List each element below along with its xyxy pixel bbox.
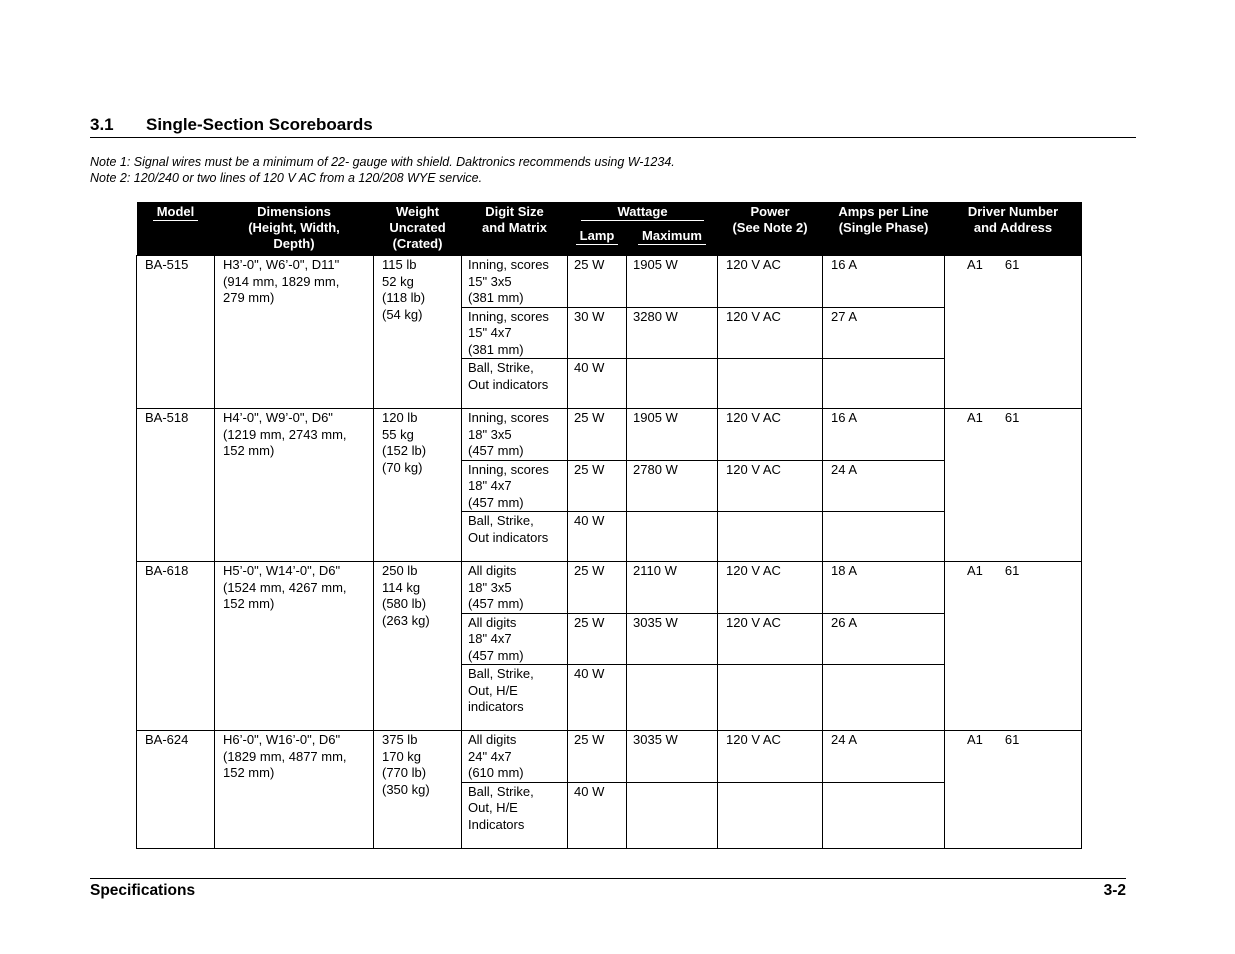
note-2: Note 2: 120/240 or two lines of 120 V AC from a 120/208 WYE service. <box>90 171 483 185</box>
amps-cell: 27 A <box>823 307 945 359</box>
section-number: 3.1 <box>90 115 114 134</box>
header-row <box>137 202 1082 226</box>
maximum-cell <box>627 359 718 409</box>
amps-cell <box>823 359 945 409</box>
page-footer <box>90 878 1126 900</box>
power-cell <box>718 665 823 731</box>
maximum-cell: 3035 W <box>627 613 718 665</box>
header-dimensions: Dimensions (Height, Width, Depth) <box>215 202 374 256</box>
amps-cell: 26 A <box>823 613 945 665</box>
page-number: 3-2 <box>1103 882 1126 899</box>
lamp-cell: 25 W <box>568 256 627 308</box>
header-power: Power (See Note 2) <box>718 202 823 256</box>
maximum-cell <box>627 782 718 848</box>
model-cell: BA-515 <box>137 256 215 409</box>
maximum-cell: 1905 W <box>627 409 718 461</box>
amps-cell: 16 A <box>823 256 945 308</box>
amps-cell: 24 A <box>823 731 945 783</box>
lamp-cell: 25 W <box>568 460 627 512</box>
maximum-cell <box>627 512 718 562</box>
lamp-cell: 40 W <box>568 359 627 409</box>
amps-cell: 24 A <box>823 460 945 512</box>
digit-size-cell: Inning, scores 15" 3x5 (381 mm) <box>462 256 568 308</box>
amps-cell: 16 A <box>823 409 945 461</box>
amps-cell <box>823 782 945 848</box>
table-row <box>137 562 1082 614</box>
weight-cell: 250 lb 114 kg (580 lb) (263 kg) <box>374 562 462 731</box>
dimensions-cell: H3’-0", W6’-0", D11" (914 mm, 1829 mm, 279 mm) <box>215 256 374 409</box>
power-cell <box>718 359 823 409</box>
digit-size-cell: Inning, scores 18" 3x5 (457 mm) <box>462 409 568 461</box>
amps-cell <box>823 665 945 731</box>
header-wattage: Wattage <box>568 202 718 226</box>
power-cell: 120 V AC <box>718 562 823 614</box>
header-digit-size: Digit Size and Matrix <box>462 202 568 256</box>
driver-address: 61 <box>1004 410 1020 425</box>
digit-size-cell: Ball, Strike, Out indicators <box>462 359 568 409</box>
dimensions-cell: H4’-0", W9’-0", D6" (1219 mm, 2743 mm, 152 mm) <box>215 409 374 562</box>
weight-cell: 120 lb 55 kg (152 lb) (70 kg) <box>374 409 462 562</box>
lamp-cell: 25 W <box>568 613 627 665</box>
digit-size-cell: Inning, scores 15" 4x7 (381 mm) <box>462 307 568 359</box>
footer-title: Specifications <box>90 882 196 899</box>
driver-cell <box>945 731 1082 849</box>
header-amps: Amps per Line (Single Phase) <box>823 202 945 256</box>
weight-cell: 115 lb 52 kg (118 lb) (54 kg) <box>374 256 462 409</box>
maximum-cell: 2110 W <box>627 562 718 614</box>
lamp-cell: 40 W <box>568 665 627 731</box>
digit-size-cell: All digits 18" 4x7 (457 mm) <box>462 613 568 665</box>
driver-number: A1 <box>967 563 983 578</box>
note-1: Note 1: Signal wires must be a minimum of 22- gauge with shield. Daktronics recommends using W-1234. <box>90 155 675 169</box>
power-cell: 120 V AC <box>718 307 823 359</box>
driver-address: 61 <box>1004 563 1020 578</box>
digit-size-cell: Ball, Strike, Out, H/E Indicators <box>462 782 568 848</box>
digit-size-cell: All digits 18" 3x5 (457 mm) <box>462 562 568 614</box>
model-cell: BA-618 <box>137 562 215 731</box>
lamp-cell: 40 W <box>568 782 627 848</box>
maximum-cell: 2780 W <box>627 460 718 512</box>
power-cell: 120 V AC <box>718 731 823 783</box>
table-body <box>137 256 1082 849</box>
maximum-cell: 1905 W <box>627 256 718 308</box>
driver-number: A1 <box>967 732 983 747</box>
section-title: Single-Section Scoreboards <box>146 115 373 134</box>
specifications-table <box>136 202 1082 849</box>
digit-size-cell: Ball, Strike, Out, H/E indicators <box>462 665 568 731</box>
table-row <box>137 409 1082 461</box>
amps-cell: 18 A <box>823 562 945 614</box>
power-cell: 120 V AC <box>718 460 823 512</box>
header-lamp: Lamp <box>568 226 627 255</box>
lamp-cell: 25 W <box>568 409 627 461</box>
driver-number: A1 <box>967 410 983 425</box>
maximum-cell: 3035 W <box>627 731 718 783</box>
lamp-cell: 25 W <box>568 562 627 614</box>
notes <box>90 154 675 186</box>
power-cell <box>718 512 823 562</box>
weight-cell: 375 lb 170 kg (770 lb) (350 kg) <box>374 731 462 849</box>
power-cell: 120 V AC <box>718 256 823 308</box>
lamp-cell: 25 W <box>568 731 627 783</box>
power-cell: 120 V AC <box>718 613 823 665</box>
dimensions-cell: H5’-0", W14’-0", D6" (1524 mm, 4267 mm, 152 mm) <box>215 562 374 731</box>
header-weight: Weight Uncrated (Crated) <box>374 202 462 256</box>
driver-cell <box>945 256 1082 409</box>
digit-size-cell: All digits 24" 4x7 (610 mm) <box>462 731 568 783</box>
header-maximum: Maximum <box>627 226 718 255</box>
digit-size-cell: Inning, scores 18" 4x7 (457 mm) <box>462 460 568 512</box>
driver-address: 61 <box>1004 257 1020 272</box>
driver-cell <box>945 409 1082 562</box>
amps-cell <box>823 512 945 562</box>
lamp-cell: 40 W <box>568 512 627 562</box>
header-model: Model <box>137 202 215 256</box>
model-cell: BA-624 <box>137 731 215 849</box>
dimensions-cell: H6’-0", W16’-0", D6" (1829 mm, 4877 mm, 152 mm) <box>215 731 374 849</box>
table-row <box>137 256 1082 308</box>
driver-number: A1 <box>967 257 983 272</box>
table-row <box>137 731 1082 783</box>
power-cell <box>718 782 823 848</box>
maximum-cell <box>627 665 718 731</box>
section-heading <box>90 115 1136 138</box>
digit-size-cell: Ball, Strike, Out indicators <box>462 512 568 562</box>
maximum-cell: 3280 W <box>627 307 718 359</box>
header-driver: Driver Number and Address <box>945 202 1082 256</box>
driver-cell <box>945 562 1082 731</box>
model-cell: BA-518 <box>137 409 215 562</box>
lamp-cell: 30 W <box>568 307 627 359</box>
driver-address: 61 <box>1004 732 1020 747</box>
power-cell: 120 V AC <box>718 409 823 461</box>
